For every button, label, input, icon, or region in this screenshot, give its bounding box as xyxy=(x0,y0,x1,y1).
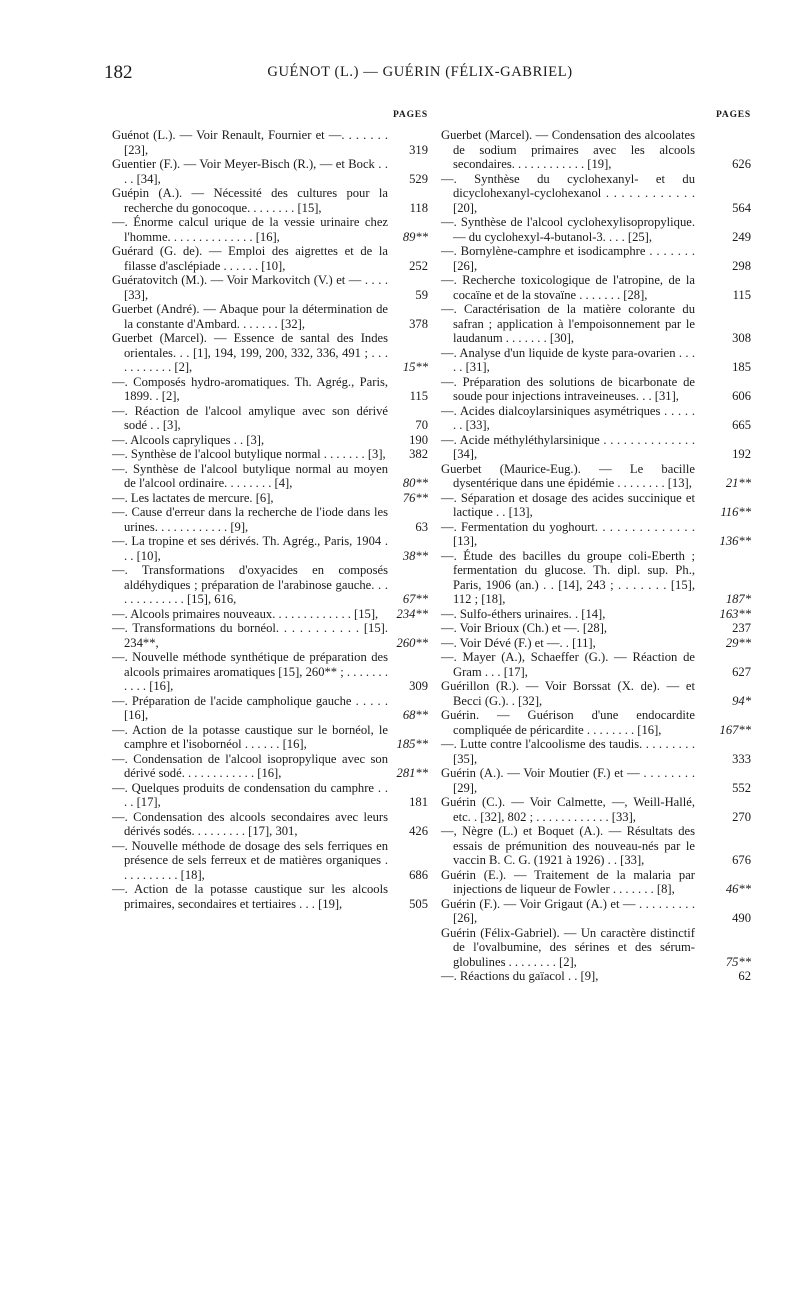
index-entry xyxy=(441,926,751,970)
index-entry xyxy=(441,766,751,795)
entry-page-number: 21** xyxy=(725,476,751,490)
index-entry xyxy=(441,215,751,244)
index-entry xyxy=(441,433,751,462)
entry-page-number: 382 xyxy=(409,447,428,461)
index-entry xyxy=(112,491,428,506)
entry-text: —. Sulfo-éthers urinaires. . [14], xyxy=(441,606,606,621)
page-number: 182 xyxy=(104,62,133,83)
index-entry xyxy=(112,157,428,186)
entry-text: —. Analyse d'un liquide de kyste para-ovarien . . . . . [31], xyxy=(441,345,695,374)
entry-page-number: 167** xyxy=(719,722,751,737)
entry-text: Guérin (Félix-Gabriel). — Un caractère distinctif de l'ovalbumine, des sérines et des sérum-globulines . . . . . . . . [2], xyxy=(441,925,695,969)
entry-page-number: 606 xyxy=(732,389,751,403)
entry-page-number: 552 xyxy=(732,780,751,795)
entry-text: —. Condensation de l'alcool isopropylique avec son dérivé sodé. . . . . . . . . . . . [16], xyxy=(112,751,388,780)
index-entry xyxy=(112,302,428,331)
entry-text: —. Acides dialcoylarsiniques asymétriques . . . . . . . [33], xyxy=(441,403,695,432)
index-entry xyxy=(112,650,428,694)
entry-page-number: 309 xyxy=(409,679,428,693)
entry-text: —. Étude des bacilles du groupe coli-Eberth ; fermentation du glucose. Th. dipl. sup. Ph., Paris, 1906 (an.) . . [14], 243 ; . . . . . . . [15], 112 ; [18], xyxy=(441,548,695,606)
index-entry xyxy=(441,737,751,766)
entry-text: Guérillon (R.). — Voir Borssat (X. de). — et Becci (G.). . [32], xyxy=(441,679,695,708)
entry-page-number: 181 xyxy=(409,795,428,809)
entry-page-number: 308 xyxy=(732,331,751,345)
entry-page-number: 118 xyxy=(409,200,428,215)
entry-page-number: 62 xyxy=(738,969,751,983)
index-entry xyxy=(441,795,751,824)
entry-page-number: 63 xyxy=(415,519,428,534)
entry-text: —. Transformations d'oxyacides en composés aldéhydiques ; préparation de l'arabinose gauche. . . . . . . . . . . . . [15], 616, xyxy=(112,563,388,606)
entry-page-number: 234** xyxy=(396,606,428,621)
entry-page-number: 46** xyxy=(725,882,751,896)
entry-text: Guérin (F.). — Voir Grigaut (A.) et — . . . . . . . . . [26], xyxy=(441,896,695,925)
index-entry xyxy=(441,636,751,651)
index-entry xyxy=(112,723,428,752)
entry-page-number: 190 xyxy=(409,432,428,447)
entry-text: Guérin (A.). — Voir Moutier (F.) et — . . . . . . . . [29], xyxy=(441,766,695,795)
index-entry xyxy=(112,128,428,157)
entry-page-number: 319 xyxy=(409,142,428,157)
entry-text: —. Action de la potasse caustique sur les alcools primaires, secondaires et tertiaires . . . [19], xyxy=(112,882,388,911)
index-entry xyxy=(441,172,751,216)
entry-page-number: 76** xyxy=(402,490,428,505)
index-entry xyxy=(441,897,751,926)
entry-text: —. Les lactates de mercure. [6], xyxy=(112,490,274,505)
entry-page-number: 116** xyxy=(720,505,751,519)
entry-page-number: 564 xyxy=(732,200,751,215)
index-entry xyxy=(441,273,751,302)
entry-text: —. Composés hydro-aromatiques. Th. Agrég., Paris, 1899. . [2], xyxy=(112,374,388,403)
entry-text: Guerbet (Marcel). — Condensation des alcoolates de sodium primaires avec les alcools secondaires. . . . . . . . . . . . [19], xyxy=(441,128,695,171)
index-entry xyxy=(112,752,428,781)
entry-text: —. Réactions du gaïacol . . [9], xyxy=(441,969,599,983)
entry-page-number: 38** xyxy=(402,548,428,563)
index-entry xyxy=(112,447,428,462)
index-entry xyxy=(112,694,428,723)
entry-page-number: 89** xyxy=(402,229,428,244)
entry-page-number: 68** xyxy=(402,708,428,722)
entry-text: —. Séparation et dosage des acides succinique et lactique . . [13], xyxy=(441,490,695,519)
entry-text: —. Cause d'erreur dans la recherche de l'iode dans les urines. . . . . . . . . . . . [9], xyxy=(112,505,388,534)
entry-text: —. Énorme calcul urique de la vessie urinaire chez l'homme. . . . . . . . . . . . . . [16], xyxy=(112,215,388,244)
entry-page-number: 59 xyxy=(415,287,428,302)
entry-page-number: 505 xyxy=(409,896,428,911)
pages-column-label: PAGES xyxy=(393,110,428,120)
entry-text: —. La tropine et ses dérivés. Th. Agrég., Paris, 1904 . . . [10], xyxy=(112,534,388,563)
entry-page-number: 163** xyxy=(719,606,751,621)
index-entry xyxy=(112,563,428,607)
index-entry xyxy=(441,868,751,897)
entry-text: Guérin. — Guérison d'une endocardite compliquée de péricardite . . . . . . . . [16], xyxy=(441,708,695,737)
entry-text: Guerbet (Maurice-Eug.). — Le bacille dysentérique dans une épidémie . . . . . . . . [13], xyxy=(441,461,695,490)
entry-page-number: 665 xyxy=(732,418,751,432)
index-entry xyxy=(441,708,751,737)
entry-page-number: 15** xyxy=(402,360,428,374)
index-entry xyxy=(441,824,751,868)
entry-page-number: 70 xyxy=(415,418,428,432)
entry-text: Guentier (F.). — Voir Meyer-Bisch (R.), — et Bock . . . . [34], xyxy=(112,157,388,186)
entry-text: —. Lutte contre l'alcoolisme des taudis. . . . . . . . . [35], xyxy=(441,737,695,766)
index-entry xyxy=(112,839,428,883)
entry-text: —. Alcools capryliques . . [3], xyxy=(112,432,265,447)
entry-page-number: 192 xyxy=(732,447,751,461)
index-entry xyxy=(112,375,428,404)
index-entry xyxy=(441,679,751,708)
entry-page-number: 378 xyxy=(409,316,428,331)
index-entry xyxy=(112,244,428,273)
index-entry xyxy=(112,215,428,244)
entry-text: Guérard (G. de). — Emploi des aigrettes et de la filasse d'asclépiade . . . . . . [10], xyxy=(112,244,388,273)
index-entry xyxy=(441,969,751,984)
entry-text: Guérin (C.). — Voir Calmette, —, Weill-Hallé, etc. . [32], 802 ; . . . . . . . . . . . . [33], xyxy=(441,795,695,824)
entry-text: —. Préparation des solutions de bicarbonate de soude pour injections intraveineuses. . . [31], xyxy=(441,374,695,403)
running-head-title: GUÉNOT (L.) — GUÉRIN (FÉLIX-GABRIEL) xyxy=(267,64,573,80)
entry-page-number: 298 xyxy=(732,258,751,273)
index-entry xyxy=(441,520,751,549)
entry-page-number: 249 xyxy=(732,229,751,244)
index-entry xyxy=(441,607,751,622)
index-entry xyxy=(112,273,428,302)
entry-page-number: 136** xyxy=(719,534,751,548)
entry-text: —. Bornylène-camphre et isodicamphre . . . . . . . [26], xyxy=(441,244,695,273)
entry-page-number: 75** xyxy=(725,954,751,969)
entry-page-number: 426 xyxy=(409,824,428,838)
entry-page-number: 626 xyxy=(732,157,751,171)
pages-column-label: PAGES xyxy=(716,110,751,120)
entry-text: —. Fermentation du yoghourt. . . . . . . . . . . . . . [13], xyxy=(441,519,695,548)
entry-page-number: 686 xyxy=(409,867,428,882)
index-entry xyxy=(112,433,428,448)
entry-page-number: 252 xyxy=(409,258,428,273)
entry-list xyxy=(112,128,428,911)
entry-text: —. Quelques produits de condensation du camphre . . . . [17], xyxy=(112,780,388,809)
entry-text: —. Voir Brioux (Ch.) et —. [28], xyxy=(441,621,608,635)
index-entry xyxy=(112,331,428,375)
index-entry xyxy=(441,491,751,520)
entry-page-number: 115 xyxy=(409,389,428,403)
entry-page-number: 333 xyxy=(732,751,751,766)
entry-text: —, Nègre (L.) et Boquet (A.). — Résultats des essais de prémunition des nouveau-nés par le vaccin B. C. G. (1921 à 1926) . . [33], xyxy=(441,824,695,867)
entry-text: Guerbet (André). — Abaque pour la détermination de la constante d'Ambard. . . . . . . [32], xyxy=(112,302,388,331)
index-entry xyxy=(441,128,751,172)
entry-text: —. Voir Dévé (F.) et —. . [11], xyxy=(441,635,596,650)
entry-text: —. Nouvelle méthode de dosage des sels ferriques en présence de sels ferreux et de matières organiques . . . . . . . . . . [18], xyxy=(112,838,388,882)
entry-text: Guératovitch (M.). — Voir Markovitch (V.) et — . . . . [33], xyxy=(112,273,388,302)
entry-page-number: 529 xyxy=(409,171,428,186)
entry-page-number: 676 xyxy=(732,853,751,867)
entry-text: —. Acide méthyléthylarsinique . . . . . . . . . . . . . . [34], xyxy=(441,432,695,461)
index-entry xyxy=(441,302,751,346)
entry-text: Guerbet (Marcel). — Essence de santal des Indes orientales. . . [1], 194, 199, 200, 332, 336, 491 ; . . . . . . . . . . . [2], xyxy=(112,331,388,374)
entry-list xyxy=(441,128,751,984)
index-entry xyxy=(112,781,428,810)
entry-page-number: 490 xyxy=(732,911,751,925)
entry-page-number: 185** xyxy=(396,737,428,751)
index-entry xyxy=(112,462,428,491)
index-entry xyxy=(112,534,428,563)
index-entry xyxy=(441,375,751,404)
entry-text: Guérin (E.). — Traitement de la malaria par injections de liqueur de Fowler . . . . . . . [8], xyxy=(441,867,695,896)
entry-text: —. Recherche toxicologique de l'atropine, de la cocaïne et de la stovaïne . . . . . . . [28], xyxy=(441,273,695,302)
entry-page-number: 115 xyxy=(732,287,751,302)
index-entry xyxy=(112,882,428,911)
entry-text: —. Caractérisation de la matière colorante du safran ; application à l'empoisonnement par le laudanum . . . . . . . [30], xyxy=(441,302,695,345)
entry-text: —. Réaction de l'alcool amylique avec son dérivé sodé . . [3], xyxy=(112,403,388,432)
running-head xyxy=(104,62,736,86)
index-entry xyxy=(441,650,751,679)
entry-text: Guépin (A.). — Nécessité des cultures pour la recherche du gonocoque. . . . . . . . [15], xyxy=(112,186,388,215)
index-entry xyxy=(441,462,751,491)
entry-page-number: 94* xyxy=(732,693,751,708)
entry-text: —. Nouvelle méthode synthétique de préparation des alcools primaires aromatiques [15], 260** ; . . . . . . . . . . . [16], xyxy=(112,650,388,693)
entry-page-number: 281** xyxy=(396,766,428,780)
entry-text: —. Condensation des alcools secondaires avec leurs dérivés sodés. . . . . . . . . [17], 301, xyxy=(112,809,388,838)
index-entry xyxy=(112,621,428,650)
index-entry xyxy=(441,404,751,433)
entry-text: —. Synthèse du cyclohexanyl- et du dicyclohexanyl-cyclohexanol . . . . . . . . . . . . [20], xyxy=(441,171,695,215)
entry-page-number: 260** xyxy=(396,635,428,650)
entry-text: —. Synthèse de l'alcool butylique normal . . . . . . . [3], xyxy=(112,447,386,461)
index-entry xyxy=(441,621,751,636)
entry-page-number: 80** xyxy=(402,476,428,490)
entry-text: —. Mayer (A.), Schaeffer (G.). — Réaction de Gram . . . [17], xyxy=(441,650,695,679)
entry-text: —. Transformations du bornéol. . . . . . . . . . . [15]. 234**, xyxy=(112,621,388,650)
index-entry xyxy=(441,346,751,375)
entry-text: —. Synthèse de l'alcool butylique normal au moyen de l'alcool ordinaire. . . . . . . . [4], xyxy=(112,461,388,490)
entry-page-number: 185 xyxy=(732,360,751,374)
index-entry xyxy=(112,186,428,215)
entry-text: Guénot (L.). — Voir Renault, Fournier et —. . . . . . . [23], xyxy=(112,128,388,157)
index-entry xyxy=(441,549,751,607)
index-entry xyxy=(112,404,428,433)
index-entry xyxy=(112,810,428,839)
index-entry xyxy=(441,244,751,273)
index-entry xyxy=(112,607,428,622)
entry-page-number: 29** xyxy=(725,635,751,650)
entry-text: —. Alcools primaires nouveaux. . . . . . . . . . . . . [15], xyxy=(112,606,379,621)
index-entry xyxy=(112,505,428,534)
entry-page-number: 67** xyxy=(402,592,428,606)
entry-page-number: 627 xyxy=(732,664,751,679)
entry-text: —. Préparation de l'acide campholique gauche . . . . . [16], xyxy=(112,693,388,722)
entry-text: —. Synthèse de l'alcool cyclohexylisopropylique. — du cyclohexyl-4-butanol-3. . . . [25], xyxy=(441,215,695,244)
entry-text: —. Action de la potasse caustique sur le bornéol, le camphre et l'isobornéol . . . . . . [16], xyxy=(112,722,388,751)
entry-page-number: 237 xyxy=(732,621,751,635)
entry-page-number: 270 xyxy=(732,809,751,824)
entry-page-number: 187* xyxy=(725,592,751,606)
